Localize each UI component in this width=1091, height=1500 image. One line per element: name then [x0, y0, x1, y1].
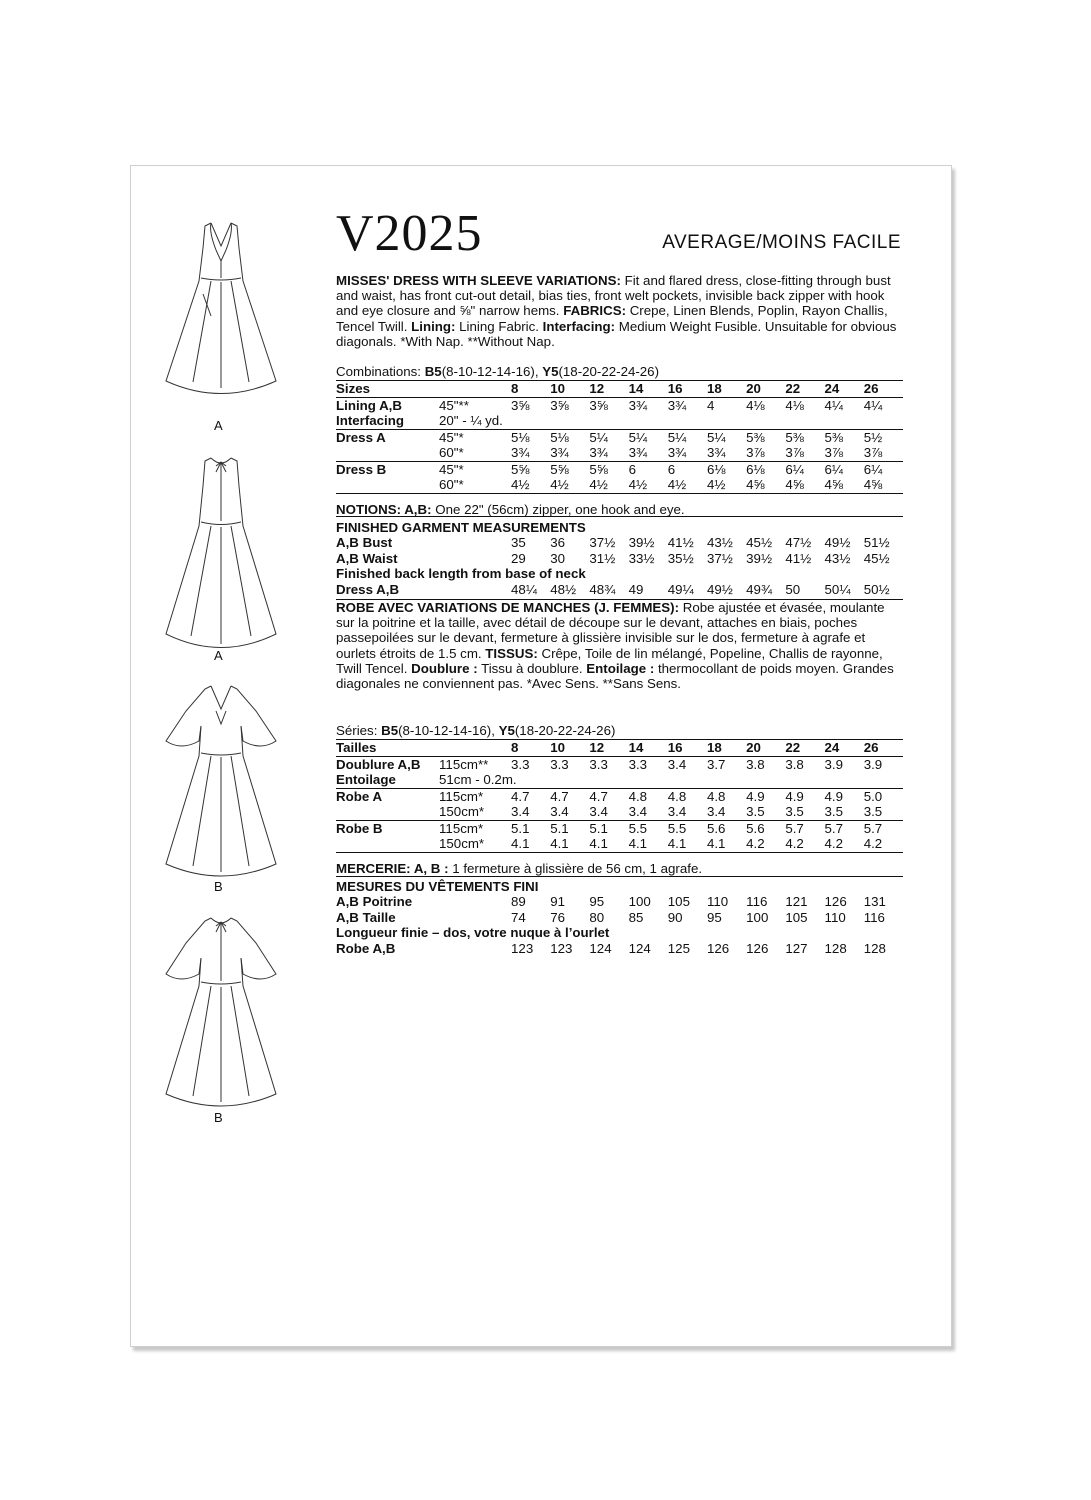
measurement-value: 45½ — [863, 550, 890, 566]
measurement-value: 35½ — [667, 550, 694, 566]
row-label: A,B Bust — [336, 535, 393, 551]
sizes-label: Sizes — [336, 381, 439, 398]
yardage-value: 3⅞ — [863, 445, 883, 460]
yardage-value: 3.4 — [667, 804, 687, 819]
measurement-value: 31½ — [589, 550, 616, 566]
yardage-value: 5.6 — [746, 820, 785, 836]
yardage-value: 5.1 — [550, 820, 589, 836]
table-row — [336, 879, 903, 894]
yardage-value: 4.8 — [668, 788, 707, 804]
yardage-value: 6 — [668, 461, 707, 477]
size-header: 26 — [864, 740, 903, 757]
size-header: 8 — [511, 740, 550, 757]
yardage-value: 4.7 — [589, 788, 628, 804]
size-header: 20 — [746, 740, 785, 757]
row-label — [336, 836, 439, 852]
yardage-value: 4.9 — [825, 788, 864, 804]
yardage-value: 4⅝ — [863, 477, 883, 492]
yardage-value: 4.2 — [863, 836, 883, 851]
measurement-value: 30 — [550, 550, 566, 566]
measurement-value: 127 — [785, 940, 808, 956]
size-header: 14 — [629, 740, 668, 757]
yardage-value: 4.1 — [589, 836, 608, 851]
row-label: Robe A — [336, 788, 439, 804]
row-label: Robe B — [336, 820, 439, 836]
fabric-width: 45"* — [439, 429, 511, 445]
fabric-width: 45"** — [439, 397, 469, 413]
size-header: 20 — [746, 381, 785, 398]
table-row — [336, 582, 903, 597]
measurement-value: 126 — [706, 940, 730, 956]
row-label: Entoilage — [336, 772, 396, 787]
combinations-fr: Séries: B5(8-10-12-14-16), Y5(18-20-22-24-26) — [336, 723, 616, 738]
yardage-value: 3.9 — [824, 756, 844, 772]
yardage-value: 5.7 — [864, 820, 903, 836]
pattern-envelope-back — [130, 165, 952, 1347]
description-english: MISSES' DRESS WITH SLEEVE VARIATIONS: Fit and flared dress, close-fitting through bust and waist, has front cut-out detail, bias ties, front welt pockets, invisible back zipper with hook and eye closure and ⅝" narrow hems. FABRICS: Crepe, Linen Blends, Poplin, Rayon Challis, Tencel Twill. Lining: Lining Fabric. Interfacing: Medium Weight Fusible. Unsuitable for obvious diagonals. *With Nap. **Without Nap. — [336, 273, 897, 349]
yardage-value: 4½ — [628, 477, 648, 492]
yardage-value: 4½ — [511, 477, 530, 492]
measurement-value: 37½ — [706, 550, 733, 566]
fabric-width: 20" - ¼ yd. — [439, 413, 503, 428]
row-label: Robe A,B — [336, 940, 396, 956]
yardage-value: 4½ — [550, 477, 569, 492]
yardage-value: 4.2 — [746, 836, 765, 851]
yardage-value: 3¾ — [511, 445, 530, 460]
table-row — [336, 772, 903, 788]
measurement-value: 39½ — [628, 535, 655, 551]
measurement-value: 48½ — [550, 581, 577, 597]
table-row — [336, 461, 903, 477]
size-header: 16 — [668, 381, 707, 398]
size-header: 24 — [825, 381, 864, 398]
dress-a-sleeveless-drawing — [166, 223, 276, 394]
measurement-value: 124 — [589, 940, 612, 956]
yardage-value: 3.4 — [550, 804, 569, 819]
size-header: 18 — [707, 740, 746, 757]
measurement-value: 110 — [824, 909, 846, 925]
description-french: ROBE AVEC VARIATIONS DE MANCHES (J. FEMMES): Robe ajustée et évasée, moulante sur la poitrine et la taille, avec détail de découpe sur le devant, attaches en biais, poches passepoilées sur le devant, fermeture à glissière invisible sur le dos, fermeture à agrafe et ourlets étroits de 1.5 cm. TISSUS: Crêpe, Toile de lin mélangé, Popeline, Challis de rayonne, Twill Tencel. Doublure : Tissu à doublure. Entoilage : thermocollant de poids moyen. Grandes diagonales ne conviennent pas. *Avec Sens. **Sans Sens. — [336, 600, 894, 692]
yardage-value: 3¾ — [667, 397, 687, 413]
yardage-value: 4½ — [706, 477, 726, 492]
measurement-value: 76 — [550, 909, 566, 925]
yardage-value: 4½ — [667, 477, 687, 492]
yardage-value: 4.1 — [667, 836, 687, 851]
finished-measurements-en — [336, 520, 903, 597]
size-header: 26 — [864, 381, 903, 398]
section-heading: MESURES DU VÊTEMENTS FINI — [336, 879, 539, 894]
row-label: Dress B — [336, 461, 439, 477]
measurement-value: 49 — [628, 581, 644, 597]
table-row — [336, 910, 903, 925]
table-row — [336, 429, 903, 445]
row-label — [336, 445, 439, 461]
measurement-value: 45½ — [746, 535, 773, 551]
row-label: Doublure A,B — [336, 756, 421, 772]
measurement-value: 43½ — [824, 550, 851, 566]
fabric-width: 115cm* — [439, 788, 511, 804]
yardage-value: 4.7 — [511, 788, 550, 804]
yardage-value: 5⅝ — [511, 461, 550, 477]
yardage-value: 3.4 — [667, 756, 687, 772]
yardage-value: 5.5 — [668, 820, 707, 836]
finished-measurements-fr — [336, 879, 903, 956]
measurement-value: 48¾ — [589, 581, 616, 597]
measurement-value: 49½ — [824, 535, 851, 551]
row-label: Dress A — [336, 429, 439, 445]
measurement-value: 105 — [667, 894, 690, 910]
fabric-width: 51cm - 0.2m. — [439, 772, 517, 787]
measurement-value: 50¼ — [824, 581, 851, 597]
yardage-value: 3.4 — [706, 804, 726, 819]
measurement-value: 49½ — [706, 581, 733, 597]
fabric-width: 60"* — [439, 445, 464, 460]
size-header: 10 — [550, 381, 589, 398]
measurement-value: 123 — [511, 940, 534, 956]
measurement-value: 100 — [746, 909, 769, 925]
row-label: A,B Waist — [336, 550, 398, 566]
yardage-value: 3.7 — [706, 756, 726, 772]
yardage-value: 6⅛ — [746, 461, 785, 477]
yardage-value: 3.8 — [746, 756, 765, 772]
measurement-value: 33½ — [628, 550, 655, 566]
size-header: 16 — [668, 740, 707, 757]
yardage-value: 4.9 — [785, 788, 824, 804]
yardage-value: 3.8 — [785, 756, 804, 772]
fabric-width: 115cm* — [439, 820, 511, 836]
combinations-en: Combinations: B5(8-10-12-14-16), Y5(18-20-22-24-26) — [336, 364, 660, 379]
dress-a-back-drawing — [166, 458, 276, 648]
measurement-value: 105 — [785, 909, 808, 925]
table-row — [336, 756, 903, 772]
measurement-value: 125 — [667, 940, 690, 956]
yardage-table-en — [336, 380, 903, 509]
yardage-value: 3.5 — [863, 804, 883, 819]
measurement-value: 50½ — [863, 581, 890, 597]
yardage-value: 3¾ — [628, 445, 648, 460]
measurement-value: 116 — [746, 894, 768, 910]
row-label: A,B Taille — [336, 909, 396, 925]
size-header: 12 — [589, 381, 628, 398]
yardage-value: 6¼ — [864, 461, 903, 477]
section-heading: FINISHED GARMENT MEASUREMENTS — [336, 520, 586, 535]
table-row — [336, 397, 903, 413]
yardage-value: 4.1 — [550, 836, 569, 851]
yardage-value: 5⅜ — [746, 429, 785, 445]
table-row — [336, 820, 903, 836]
table-row — [336, 941, 903, 956]
yardage-value: 5½ — [864, 429, 903, 445]
measurement-value: 126 — [824, 894, 847, 910]
yardage-value: 4 — [706, 397, 715, 413]
measurement-value: 95 — [589, 894, 605, 910]
yardage-value: 5.6 — [707, 820, 746, 836]
yardage-value: 5⅛ — [511, 429, 550, 445]
yardage-value: 4½ — [589, 477, 608, 492]
yardage-value: 5⅝ — [589, 461, 628, 477]
yardage-value: 3⅝ — [589, 397, 608, 413]
yardage-value: 5⅝ — [550, 461, 589, 477]
fabric-width: 45"* — [439, 461, 511, 477]
measurement-value: 85 — [628, 909, 644, 925]
figure-label-1: A — [214, 418, 223, 433]
yardage-value: 3⅞ — [785, 445, 804, 460]
table-row — [336, 445, 903, 461]
measurement-value: 89 — [511, 894, 526, 910]
sizes-label: Tailles — [336, 740, 439, 757]
yardage-value: 3¾ — [706, 445, 726, 460]
measurement-value: 110 — [706, 894, 729, 910]
row-label — [336, 477, 439, 493]
yardage-value: 4⅛ — [746, 397, 765, 413]
size-header: 22 — [785, 740, 824, 757]
measurement-value: 100 — [628, 894, 651, 910]
table-row — [336, 894, 903, 909]
yardage-value: 4¼ — [863, 397, 883, 413]
yardage-value: 6 — [629, 461, 668, 477]
yardage-value: 4.7 — [550, 788, 589, 804]
yardage-value: 5¼ — [668, 429, 707, 445]
measurement-value: 95 — [706, 909, 722, 925]
yardage-value: 3.9 — [863, 756, 883, 772]
yardage-value: 5⅜ — [825, 429, 864, 445]
measurement-value: 49¾ — [746, 581, 773, 597]
yardage-value: 3.3 — [589, 756, 608, 772]
yardage-value: 3¾ — [589, 445, 608, 460]
yardage-value: 3.5 — [824, 804, 844, 819]
yardage-value: 5.7 — [825, 820, 864, 836]
row-label: A,B Poitrine — [336, 894, 413, 910]
notions-fr: MERCERIE: A, B : 1 fermeture à glissière de 56 cm, 1 agrafe. — [336, 861, 703, 876]
measurement-value: 91 — [550, 894, 566, 910]
yardage-value: 4⅝ — [824, 477, 844, 492]
dress-b-flutter-sleeve-drawing — [166, 686, 276, 876]
measurement-value: 74 — [511, 909, 526, 925]
fabric-width: 150cm* — [439, 804, 485, 819]
technical-drawings — [131, 166, 331, 1146]
yardage-value: 5.0 — [864, 788, 903, 804]
yardage-value: 5¼ — [707, 429, 746, 445]
figure-label-3: B — [214, 879, 223, 894]
measurement-value: 116 — [863, 909, 885, 925]
yardage-value: 3.3 — [550, 756, 569, 772]
yardage-value: 3⅞ — [824, 445, 844, 460]
section-heading: Finished back length from base of neck — [336, 566, 586, 582]
yardage-value: 4.8 — [707, 788, 746, 804]
section-heading: Longueur finie – dos, votre nuque à l’ourlet — [336, 925, 610, 941]
size-header: 8 — [511, 381, 550, 398]
table-row — [336, 804, 903, 820]
yardage-value: 4.2 — [785, 836, 804, 851]
size-header: 12 — [589, 740, 628, 757]
yardage-value: 3.3 — [511, 756, 530, 772]
yardage-value: 4⅛ — [785, 397, 804, 413]
fabric-width: 115cm** — [439, 756, 489, 772]
yardage-value: 4.1 — [628, 836, 648, 851]
divider — [336, 876, 903, 877]
yardage-value: 5⅛ — [550, 429, 589, 445]
measurement-value: 51½ — [863, 535, 890, 551]
size-header: 18 — [707, 381, 746, 398]
yardage-value: 5.7 — [785, 820, 824, 836]
measurement-value: 80 — [589, 909, 605, 925]
measurement-value: 121 — [785, 894, 808, 910]
measurement-value: 128 — [824, 940, 847, 956]
yardage-value: 4¼ — [824, 397, 844, 413]
yardage-value: 3.4 — [589, 804, 608, 819]
yardage-value: 6¼ — [785, 461, 824, 477]
measurement-value: 47½ — [785, 535, 812, 551]
table-row — [336, 836, 903, 852]
notions-en: NOTIONS: A,B: One 22" (56cm) zipper, one hook and eye. — [336, 502, 685, 517]
row-label — [336, 804, 439, 820]
difficulty-level: AVERAGE/MOINS FACILE — [662, 232, 901, 253]
measurement-value: 29 — [511, 550, 526, 566]
yardage-value: 5¼ — [629, 429, 668, 445]
yardage-value: 4.1 — [706, 836, 726, 851]
yardage-value: 4.2 — [824, 836, 844, 851]
table-row — [336, 566, 903, 581]
fabric-width: 60"* — [439, 477, 464, 492]
yardage-value: 3¾ — [628, 397, 648, 413]
table-header-row — [336, 381, 903, 398]
table-row — [336, 413, 903, 429]
yardage-value: 4⅝ — [746, 477, 765, 492]
row-label: Dress A,B — [336, 581, 400, 597]
yardage-value: 6⅛ — [707, 461, 746, 477]
row-label: Interfacing — [336, 413, 404, 428]
row-label: Lining A,B — [336, 397, 402, 413]
table-header-row — [336, 740, 903, 757]
yardage-value: 3.5 — [785, 804, 804, 819]
fabric-width: 150cm* — [439, 836, 485, 851]
width-header — [439, 381, 511, 398]
figure-label-2: A — [214, 648, 223, 663]
yardage-table-fr — [336, 739, 903, 868]
measurement-value: 128 — [863, 940, 886, 956]
measurement-value: 41½ — [785, 550, 812, 566]
size-header: 24 — [825, 740, 864, 757]
yardage-value: 4.8 — [629, 788, 668, 804]
measurement-value: 48¼ — [511, 581, 537, 597]
table-row — [336, 535, 903, 550]
measurement-value: 49¼ — [667, 581, 694, 597]
yardage-value: 3¾ — [667, 445, 687, 460]
width-header — [439, 740, 511, 757]
measurement-value: 41½ — [667, 535, 694, 551]
yardage-value: 4.1 — [511, 836, 530, 851]
yardage-value: 3⅞ — [746, 445, 765, 460]
yardage-value: 5¼ — [589, 429, 628, 445]
measurement-value: 131 — [863, 894, 886, 910]
yardage-value: 3¾ — [550, 445, 569, 460]
measurement-value: 126 — [746, 940, 769, 956]
measurement-value: 36 — [550, 535, 566, 551]
dress-b-back-drawing — [166, 918, 276, 1106]
yardage-value: 3.4 — [511, 804, 530, 819]
measurement-value: 123 — [550, 940, 573, 956]
table-row — [336, 551, 903, 566]
yardage-value: 4⅝ — [785, 477, 804, 492]
measurement-value: 43½ — [706, 535, 733, 551]
yardage-value: 3.4 — [628, 804, 648, 819]
table-row — [336, 788, 903, 804]
yardage-value: 5.1 — [511, 820, 550, 836]
yardage-value: 5.1 — [589, 820, 628, 836]
table-row — [336, 925, 903, 940]
yardage-value: 3⅝ — [511, 397, 530, 413]
yardage-value: 5⅜ — [785, 429, 824, 445]
table-row — [336, 520, 903, 535]
yardage-value: 3.3 — [628, 756, 648, 772]
figure-label-4: B — [214, 1110, 223, 1125]
table-row — [336, 477, 903, 493]
size-header: 22 — [785, 381, 824, 398]
yardage-value: 3⅝ — [550, 397, 569, 413]
measurement-value: 124 — [628, 940, 651, 956]
yardage-value: 3.5 — [746, 804, 765, 819]
measurement-value: 37½ — [589, 535, 616, 551]
measurement-value: 39½ — [746, 550, 773, 566]
size-header: 10 — [550, 740, 589, 757]
measurement-value: 35 — [511, 535, 526, 551]
pattern-number: V2025 — [336, 205, 483, 262]
measurement-value: 50 — [785, 581, 801, 597]
size-header: 14 — [629, 381, 668, 398]
yardage-value: 5.5 — [629, 820, 668, 836]
yardage-value: 6¼ — [825, 461, 864, 477]
measurement-value: 90 — [667, 909, 683, 925]
yardage-value: 4.9 — [746, 788, 785, 804]
